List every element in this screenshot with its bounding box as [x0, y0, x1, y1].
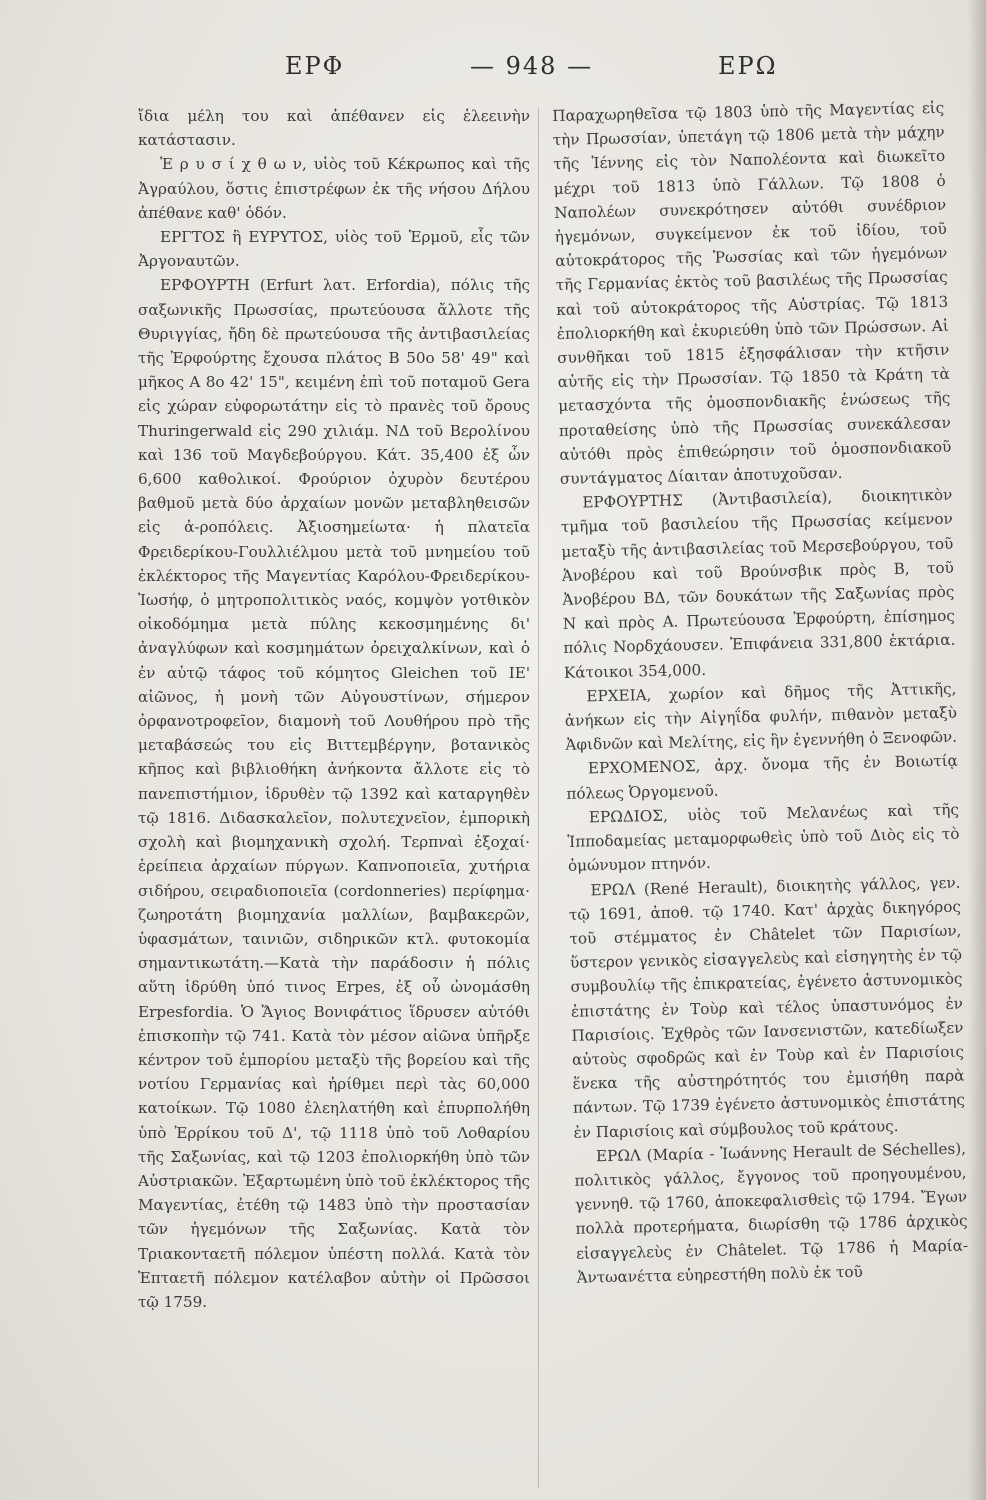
dictionary-entry: Ἐ ρ υ σ ί χ θ ω ν, υἱὸς τοῦ Κέκρωπος καὶ τῆς Ἀγραύλου, ὅστις ἐπιστρέφων ἐκ τῆς νήσου Δήλου ἀπέθανε καθ' ὁδόν. [138, 155, 530, 222]
page-number: — 948 — [470, 52, 594, 80]
dictionary-entry: ΕΡΧΟΜΕΝΟΣ, ἀρχ. ὄνομα τῆς ἐν Βοιωτίᾳ πόλεως Ὀργομενοῦ. [566, 752, 959, 803]
dictionary-entry: ἴδια μέλη του καὶ ἀπέθανεν εἰς ἐλεεινὴν κατάστασιν. [138, 107, 530, 150]
header-left-keyword: ΕΡΦ [285, 52, 345, 80]
dictionary-entry: ΕΡΦΟΥΡΤΗ (Erfurt λατ. Erfordia), πόλις τῆς σαξωνικῆς Πρωσσίας, πρωτεύουσα ἄλλοτε τῆς Θυριγγίας, ἤδη δὲ πρωτεύουσα τῆς ἀντιβασιλείας τῆς Ἐρφούρτης ἔχουσα πλάτος Β 50ο 58' 49" καὶ μῆκος Α 8ο 42' 15", κειμένη ἐπὶ τοῦ ποταμοῦ Gera εἰς χώραν εὐφορωτάτην εἰς τὸ πρανὲς τοῦ ὄρους Thuringerwald εἰς 290 χιλιάμ. ΝΔ τοῦ Βερολίνου καὶ 136 τοῦ Μαγδεβούργου. Κάτ. 35,400 ἐξ ὧν 6,600 καθολικοί. Φρούριον ὀχυρὸν δευτέρου βαθμοῦ μετὰ δύο ἀρχαίων μονῶν μεταβληθεισῶν εἰς ἀ-ροπόλεις. Ἀξιοσημείωτα· ἡ πλατεῖα Φρειδερίκου-Γουλλιέλμου μετὰ τοῦ μνημείου τοῦ ἐκλέκτορος τῆς Μαγεντίας Καρόλου-Φρειδερίκου-Ἰωσήφ, ὁ μητροπολιτικὸς ναός, κομψὸν γοτθικὸν οἰκοδόμημα μετὰ πύλης κεκοσμημένης δι' ἀναγλύφων καὶ κοσμημάτων ὀρειχαλκίνων, καὶ ὁ ἐν αὐτῷ τάφος τοῦ κόμητος Gleichen τοῦ ΙΕ' αἰῶνος, ἡ μονὴ τῶν Αὐγουστίνων, σήμερον ὀρφανοτροφεῖον, διαμονὴ τοῦ Λουθήρου πρὸ τῆς μεταβάσεώς του εἰς Βιττεμβέργην, βοτανικὸς κῆπος καὶ βιβλιοθήκη ἀνήκοντα ἄλλοτε εἰς τὸ πανεπιστήμιον, ἱδρυθὲν τῷ 1392 καὶ καταργηθὲν τῷ 1816. Διδασκαλεῖον, πολυτεχνεῖον, ἐμπορικὴ σχολὴ καὶ βιομηχανικὴ σχολή. Τερπναὶ ἐξοχαί· ἐρείπεια ἀρχαίων πύργων. Καπνοποιεῖα, χυτήρια σιδήρου, σειραδιοποιεῖα (cordonneries) περίφημα· ζωηροτάτη βιομηχανία μαλλίων, βαμβακερῶν, ὑφασμάτων, ταινιῶν, σιδηρικῶν κτλ. φυτοκομία σημαντικωτάτη.—Κατὰ τὴν παράδοσιν ἡ πόλις αὕτη ἱδρύθη ὑπό τινος Erpes, ἐξ οὗ ὠνομάσθη Erpesfordia. Ὁ Ἅγιος Βονιφάτιος ἵδρυσεν αὐτόθι ἐπισκοπὴν τῷ 741. Κατὰ τὸν μέσον αἰῶνα ὑπῆρξε κέντρον τοῦ ἐμπορίου μεταξὺ τῆς βορείου καὶ τῆς νοτίου Γερμανίας καὶ ἠρίθμει περὶ τὰς 60,000 κατοίκων. Τῷ 1080 ἐλεηλατήθη καὶ ἐπυρπολήθη ὑπὸ Ἐρρίκου τοῦ Δ', τῷ 1118 ὑπὸ τοῦ Λοθαρίου τῆς Σαξωνίας, καὶ τῷ 1203 ἐπολιορκήθη ὑπὸ τῶν Αὐστριακῶν. Ἐξαρτωμένη ὑπὸ τοῦ ἐκλέκτορος τῆς Μαγεντίας, ἐτέθη τῷ 1483 ὑπὸ τὴν προστασίαν τῶν ἡγεμόνων τῆς Σαξωνίας. Κατὰ τὸν Τριακονταετῆ πόλεμον ὑπέστη πολλά. Κατὰ τὸν Ἑπταετῆ πόλεμον κατέλαβον αὐτὴν οἱ Πρῶσσοι τῷ 1759. [138, 276, 530, 1311]
dictionary-entry: ΕΡΧΕΙΑ, χωρίον καὶ δῆμος τῆς Ἀττικῆς, ἀνήκων εἰς τὴν Αἰγηΐδα φυλήν, πιθανὸν μεταξὺ Ἀφιδνῶν καὶ Μελίτης, εἰς ἣν ἐγεννήθη ὁ Ξενοφῶν. [564, 679, 958, 755]
dictionary-entry: ΕΡΩΔΙΟΣ, υἱὸς τοῦ Μελανέως καὶ τῆς Ἱπποδαμείας μεταμορφωθεὶς ὑπὸ τοῦ Διὸς εἰς τὸ ὁμώνυμον πτηνόν. [567, 800, 960, 876]
dictionary-entry: ΕΡΦΟΥΡΤΗΣ (Ἀντιβασιλεία), διοικητικὸν τμῆμα τοῦ βασιλείου τῆς Πρωσσίας κείμενον μεταξὺ τῆς ἀντιβασιλείας τοῦ Μερσεβούργου, τοῦ Ἀνοβέρου καὶ τοῦ Βρούνσβικ πρὸς Β, τοῦ Ἀνοβέρου ΒΔ, τῶν δουκάτων τῆς Σαξωνίας πρὸς Ν καὶ πρὸς Α. Πρωτεύουσα Ἐρφούρτη, ἐπίσημος πόλις Νορδχάουσεν. Ἐπιφάνεια 331,800 ἑκτάρια. Κάτοικοι 354,000. [560, 485, 956, 682]
column-divider [538, 108, 539, 1488]
header-right-keyword: ΕΡΩ [718, 52, 778, 80]
running-header [0, 52, 986, 92]
page-edge-shadow [968, 0, 986, 1500]
left-text-column [138, 104, 530, 1484]
dictionary-entry: Παραχωρηθεῖσα τῷ 1803 ὑπὸ τῆς Μαγεντίας εἰς τὴν Πρωσσίαν, ὑπετάγη τῷ 1806 μετὰ τὴν μάχην τῆς Ἰέννης εἰς τὸν Ναπολέοντα καὶ διωκεῖτο μέχρι τοῦ 1813 ὑπὸ Γάλλων. Τῷ 1808 ὁ Ναπολέων συνεκρότησεν αὐτόθι συνέδριον ἡγεμόνων, συγκείμενον ἐκ τοῦ ἰδίου, τοῦ αὐτοκράτορος τῆς Ῥωσσίας καὶ τῶν ἡγεμόνων τῆς Γερμανίας ἐκτὸς τοῦ βασιλέως τῆς Πρωσσίας καὶ τοῦ αὐτοκράτορος τῆς Αὐστρίας. Τῷ 1813 ἐπολιορκήθη καὶ ἐκυριεύθη ὑπὸ τῶν Πρώσσων. Αἱ συνθῆκαι τοῦ 1815 ἐξησφάλισαν τὴν κτῆσιν αὐτῆς εἰς τὴν Πρωσσίαν. Τῷ 1850 τὰ Κράτη τὰ μετασχόντα τῆς ὁμοσπονδιακῆς ἑνώσεως τῆς προταθείσης ὑπὸ τῆς Πρωσσίας συνεκάλεσαν αὐτόθι πρὸς ἐπιθεώρησιν τοῦ ὁμοσπονδιακοῦ συντάγματος Δίαιταν ἀποτυχοῦσαν. [552, 98, 952, 488]
right-text-column [552, 96, 973, 1484]
dictionary-entry: ΕΡΓΤΟΣ ἢ ΕΥΡΥΤΟΣ, υἱὸς τοῦ Ἑρμοῦ, εἷς τῶν Ἀργοναυτῶν. [138, 228, 530, 271]
dictionary-entry: ΕΡΩΛ (René Herault), διοικητὴς γάλλος, γεν. τῷ 1691, ἀποθ. τῷ 1740. Κατ' ἀρχὰς δικηγόρος τοῦ στέμματος ἐν Châtelet τῶν Παρισίων, ὕστερον γενικὸς εἰσαγγελεὺς καὶ εἰσηγητὴς ἐν τῷ συμβουλίῳ τῆς ἐπικρατείας, ἐγένετο ἀστυνομικὸς ἐπιστάτης ἐν Τοὺρ καὶ τέλος ὑπαστυνόμος ἐν Παρισίοις. Ἐχθρὸς τῶν Ιανσενιστῶν, κατεδίωξεν αὐτοὺς σφοδρῶς καὶ ἐν Τοὺρ καὶ ἐν Παρισίοις ἕνεκα τῆς αὐστηρότητός του ἐμισήθη παρὰ πάντων. Τῷ 1739 ἐγένετο ἀστυνομικὸς ἐπιστάτης ἐν Παρισίοις καὶ σύμβουλος τοῦ κράτους. [568, 873, 966, 1142]
dictionary-entry: ΕΡΩΛ (Μαρία - Ἰωάννης Herault de Séchelles), πολιτικὸς γάλλος, ἔγγονος τοῦ προηγουμένου, γεννηθ. τῷ 1760, ἀποκεφαλισθεὶς τῷ 1794. Ἔγων πολλὰ προτερήματα, διωρίσθη τῷ 1786 ἀρχικὸς εἰσαγγελεὺς ἐν Châtelet. Τῷ 1786 ἡ Μαρία-Ἀντωανέττα εὐηρεστήθη πολὺ ἐκ τοῦ [574, 1139, 969, 1287]
